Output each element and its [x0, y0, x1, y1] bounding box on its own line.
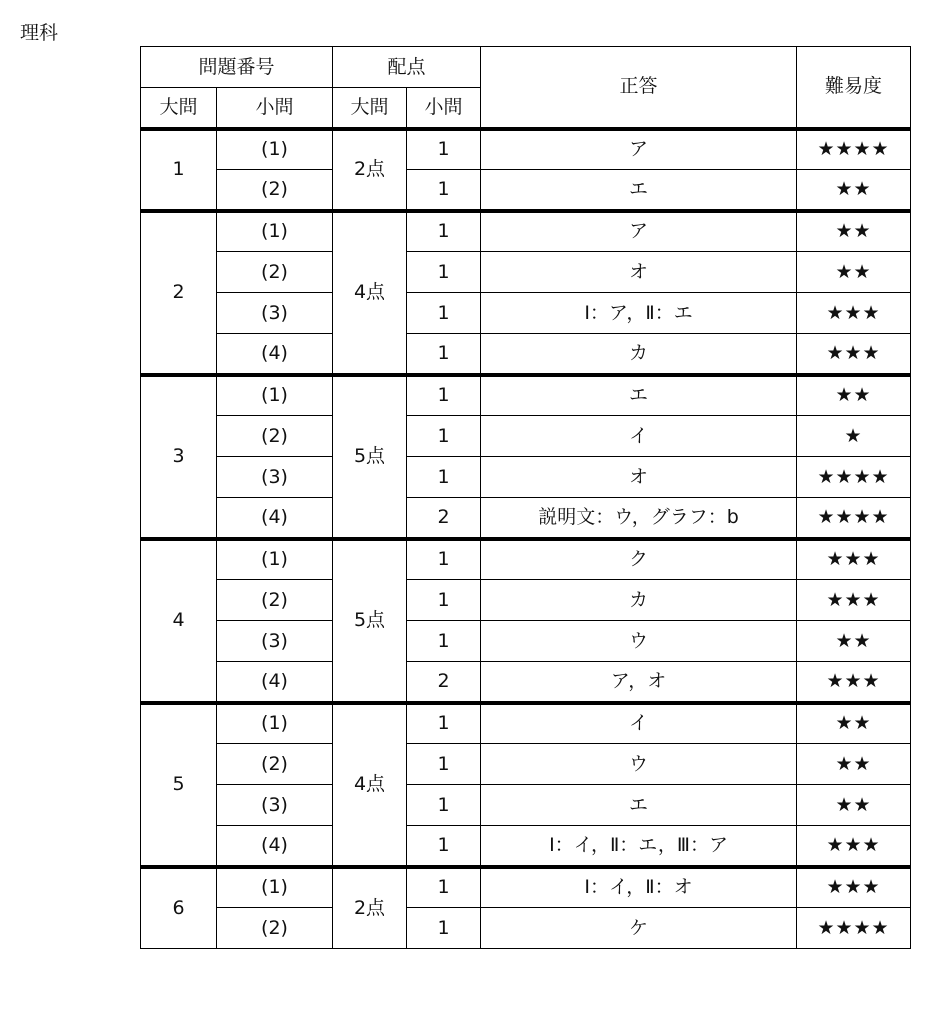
minor-points-cell: 1 — [407, 252, 481, 293]
minor-points-cell: 1 — [407, 908, 481, 949]
table-row — [141, 867, 911, 908]
major-points-cell: 2点 — [333, 867, 407, 949]
difficulty-stars: ★★ — [797, 170, 911, 211]
difficulty-stars: ★★★ — [797, 334, 911, 375]
answer-cell: ク — [481, 539, 797, 580]
minor-points-cell: 1 — [407, 703, 481, 744]
minor-points-cell: 1 — [407, 129, 481, 170]
header-major-question: 大問 — [141, 88, 217, 129]
answer-cell: イ — [481, 416, 797, 457]
difficulty-stars: ★★ — [797, 785, 911, 826]
minor-points-cell: 1 — [407, 293, 481, 334]
minor-points-cell: 1 — [407, 621, 481, 662]
header-minor-points: 小問 — [407, 88, 481, 129]
difficulty-stars: ★★ — [797, 703, 911, 744]
difficulty-stars: ★★★★ — [797, 498, 911, 539]
table-row — [141, 826, 911, 867]
major-points-cell: 4点 — [333, 703, 407, 867]
minor-question-cell: (2) — [217, 252, 333, 293]
difficulty-stars: ★★ — [797, 252, 911, 293]
difficulty-stars: ★★★ — [797, 539, 911, 580]
minor-points-cell: 2 — [407, 662, 481, 703]
header-major-points: 大問 — [333, 88, 407, 129]
major-points-cell: 5点 — [333, 539, 407, 703]
minor-points-cell: 1 — [407, 457, 481, 498]
major-points-cell: 5点 — [333, 375, 407, 539]
table-row — [141, 457, 911, 498]
minor-points-cell: 1 — [407, 416, 481, 457]
minor-question-cell: (1) — [217, 703, 333, 744]
answer-cell: ア — [481, 211, 797, 252]
major-question-cell: 6 — [141, 867, 217, 949]
answer-cell: ア，オ — [481, 662, 797, 703]
minor-points-cell: 1 — [407, 170, 481, 211]
minor-points-cell: 1 — [407, 867, 481, 908]
answer-cell: イ — [481, 703, 797, 744]
table-row — [141, 785, 911, 826]
difficulty-stars: ★★★★ — [797, 457, 911, 498]
difficulty-stars: ★★★ — [797, 293, 911, 334]
minor-points-cell: 1 — [407, 539, 481, 580]
answer-cell: エ — [481, 375, 797, 416]
minor-question-cell: (4) — [217, 662, 333, 703]
difficulty-stars: ★★★★ — [797, 129, 911, 170]
minor-question-cell: (1) — [217, 211, 333, 252]
answer-cell: カ — [481, 580, 797, 621]
difficulty-stars: ★★ — [797, 621, 911, 662]
difficulty-stars: ★★★ — [797, 662, 911, 703]
answer-cell: 説明文：ウ，グラフ：b — [481, 498, 797, 539]
table-row — [141, 703, 911, 744]
minor-question-cell: (4) — [217, 334, 333, 375]
minor-question-cell: (1) — [217, 129, 333, 170]
difficulty-stars: ★★★★ — [797, 908, 911, 949]
difficulty-stars: ★★ — [797, 375, 911, 416]
subject-title: 理科 — [20, 22, 59, 44]
header-difficulty: 難易度 — [797, 47, 911, 129]
table-row — [141, 334, 911, 375]
difficulty-stars: ★★★ — [797, 580, 911, 621]
minor-points-cell: 1 — [407, 785, 481, 826]
difficulty-stars: ★★★ — [797, 867, 911, 908]
table-row — [141, 539, 911, 580]
table-row — [141, 908, 911, 949]
minor-points-cell: 1 — [407, 744, 481, 785]
minor-question-cell: (2) — [217, 580, 333, 621]
minor-question-cell: (4) — [217, 826, 333, 867]
minor-question-cell: (2) — [217, 170, 333, 211]
answer-cell: ケ — [481, 908, 797, 949]
answer-cell: Ⅰ：イ，Ⅱ：オ — [481, 867, 797, 908]
table-row — [141, 416, 911, 457]
minor-question-cell: (1) — [217, 375, 333, 416]
answer-cell: ウ — [481, 621, 797, 662]
major-question-cell: 4 — [141, 539, 217, 703]
minor-question-cell: (4) — [217, 498, 333, 539]
minor-question-cell: (3) — [217, 621, 333, 662]
table-row — [141, 129, 911, 170]
header-minor-question: 小問 — [217, 88, 333, 129]
minor-points-cell: 1 — [407, 375, 481, 416]
header-row-top — [141, 47, 911, 88]
minor-points-cell: 2 — [407, 498, 481, 539]
minor-question-cell: (1) — [217, 867, 333, 908]
answer-cell: オ — [481, 252, 797, 293]
minor-points-cell: 1 — [407, 334, 481, 375]
answer-cell: Ⅰ：ア，Ⅱ：エ — [481, 293, 797, 334]
difficulty-stars: ★ — [797, 416, 911, 457]
answer-cell: ア — [481, 129, 797, 170]
table-row — [141, 375, 911, 416]
table-row — [141, 744, 911, 785]
table-row — [141, 580, 911, 621]
major-question-cell: 3 — [141, 375, 217, 539]
table-row — [141, 293, 911, 334]
minor-question-cell: (3) — [217, 293, 333, 334]
minor-points-cell: 1 — [407, 211, 481, 252]
difficulty-stars: ★★★ — [797, 826, 911, 867]
table-row — [141, 252, 911, 293]
major-points-cell: 4点 — [333, 211, 407, 375]
header-points: 配点 — [333, 47, 481, 88]
minor-question-cell: (2) — [217, 744, 333, 785]
answer-cell: カ — [481, 334, 797, 375]
difficulty-stars: ★★ — [797, 211, 911, 252]
major-points-cell: 2点 — [333, 129, 407, 211]
table-row — [141, 211, 911, 252]
answer-cell: エ — [481, 170, 797, 211]
table-row — [141, 662, 911, 703]
table-row — [141, 170, 911, 211]
header-answer: 正答 — [481, 47, 797, 129]
difficulty-stars: ★★ — [797, 744, 911, 785]
minor-question-cell: (2) — [217, 416, 333, 457]
major-question-cell: 5 — [141, 703, 217, 867]
minor-question-cell: (2) — [217, 908, 333, 949]
major-question-cell: 1 — [141, 129, 217, 211]
answer-cell: エ — [481, 785, 797, 826]
answer-table — [140, 46, 911, 949]
minor-question-cell: (1) — [217, 539, 333, 580]
header-question-no: 問題番号 — [141, 47, 333, 88]
answer-cell: ウ — [481, 744, 797, 785]
minor-question-cell: (3) — [217, 457, 333, 498]
table-row — [141, 621, 911, 662]
major-question-cell: 2 — [141, 211, 217, 375]
answer-cell: オ — [481, 457, 797, 498]
answer-cell: Ⅰ：イ，Ⅱ：エ，Ⅲ：ア — [481, 826, 797, 867]
table-row — [141, 498, 911, 539]
minor-question-cell: (3) — [217, 785, 333, 826]
minor-points-cell: 1 — [407, 826, 481, 867]
minor-points-cell: 1 — [407, 580, 481, 621]
